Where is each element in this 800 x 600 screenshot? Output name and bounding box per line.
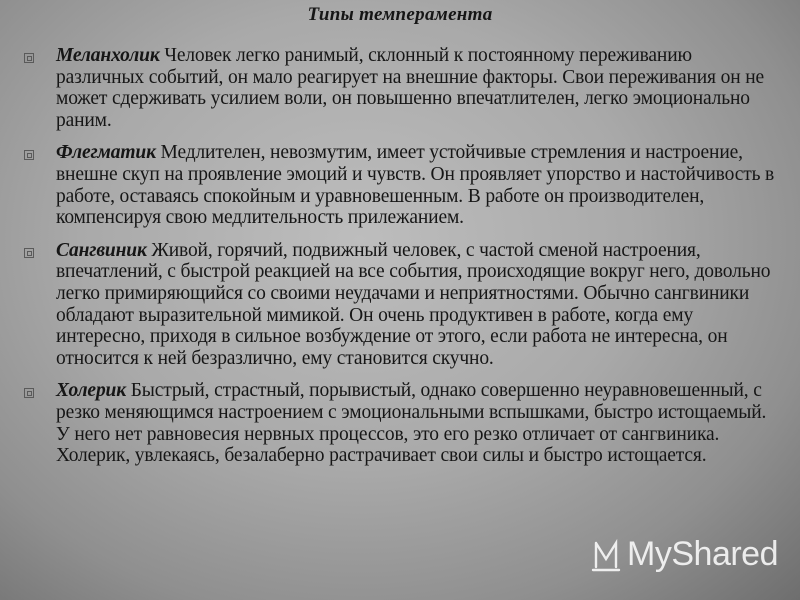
temperament-list	[24, 45, 784, 478]
list-item-phlegmatic	[24, 142, 784, 228]
list-item-text	[56, 142, 784, 228]
watermark-text: MyShared	[627, 535, 778, 573]
term-label: Флегматик	[56, 142, 156, 164]
term-description: Живой, горячий, подвижный человек, с частой сменой настроения, впечатлений, с быстрой реакцией на все события, происходящие вокруг него, довольно легко примиряющийся со своими неудачами и неприятностями. Обычно сангвиники обладают выразительной мимикой. Он очень продуктивен в работе, когда ему интересно, приходя в сильное возбуждение от этого, если работа не интересна, он относится к ней безразлично, ему становится скучно.	[56, 239, 771, 369]
square-bullet-icon	[24, 150, 34, 160]
term-description: Быстрый, страстный, порывистый, однако совершенно неуравновешенный, с резко меняющимся настроением с эмоциональными вспышками, быстро истощаемый. У него нет равновесия нервных процессов, это его резко отличает от сангвиника. Холерик, увлекаясь, безалаберно растрачивает свои силы и быстро истощается.	[56, 380, 767, 467]
watermark	[591, 535, 778, 574]
list-item-choleric	[24, 380, 784, 466]
list-item-sanguine	[24, 240, 784, 370]
square-bullet-icon	[24, 53, 34, 63]
square-bullet-icon	[24, 248, 34, 258]
list-item-text	[56, 45, 784, 131]
term-description: Медлителен, невозмутим, имеет устойчивые стремления и настроение, внешне скуп на проявление эмоций и чувств. Он проявляет упорство и настойчивость в работе, оставаясь спокойным и уравновешенным. В работе он производителен, компенсируя свою медлительность прилежанием.	[56, 142, 775, 229]
term-label: Холерик	[56, 380, 126, 402]
myshared-logo-icon	[591, 537, 621, 573]
list-item-text	[56, 240, 784, 370]
square-bullet-icon	[24, 388, 34, 398]
slide-title: Типы темперамента	[307, 4, 493, 25]
list-item-text	[56, 380, 784, 466]
term-label: Меланхолик	[56, 45, 160, 66]
term-label: Сангвиник	[56, 239, 147, 261]
list-item-melancholic	[24, 45, 784, 131]
term-description: Человек легко ранимый, склонный к постоянному переживанию различных событий, он мало реагирует на внешние факторы. Свои переживания он не может сдерживать усилием воли, он повышенно впечатлителен, легко эмоционально раним.	[56, 45, 765, 131]
